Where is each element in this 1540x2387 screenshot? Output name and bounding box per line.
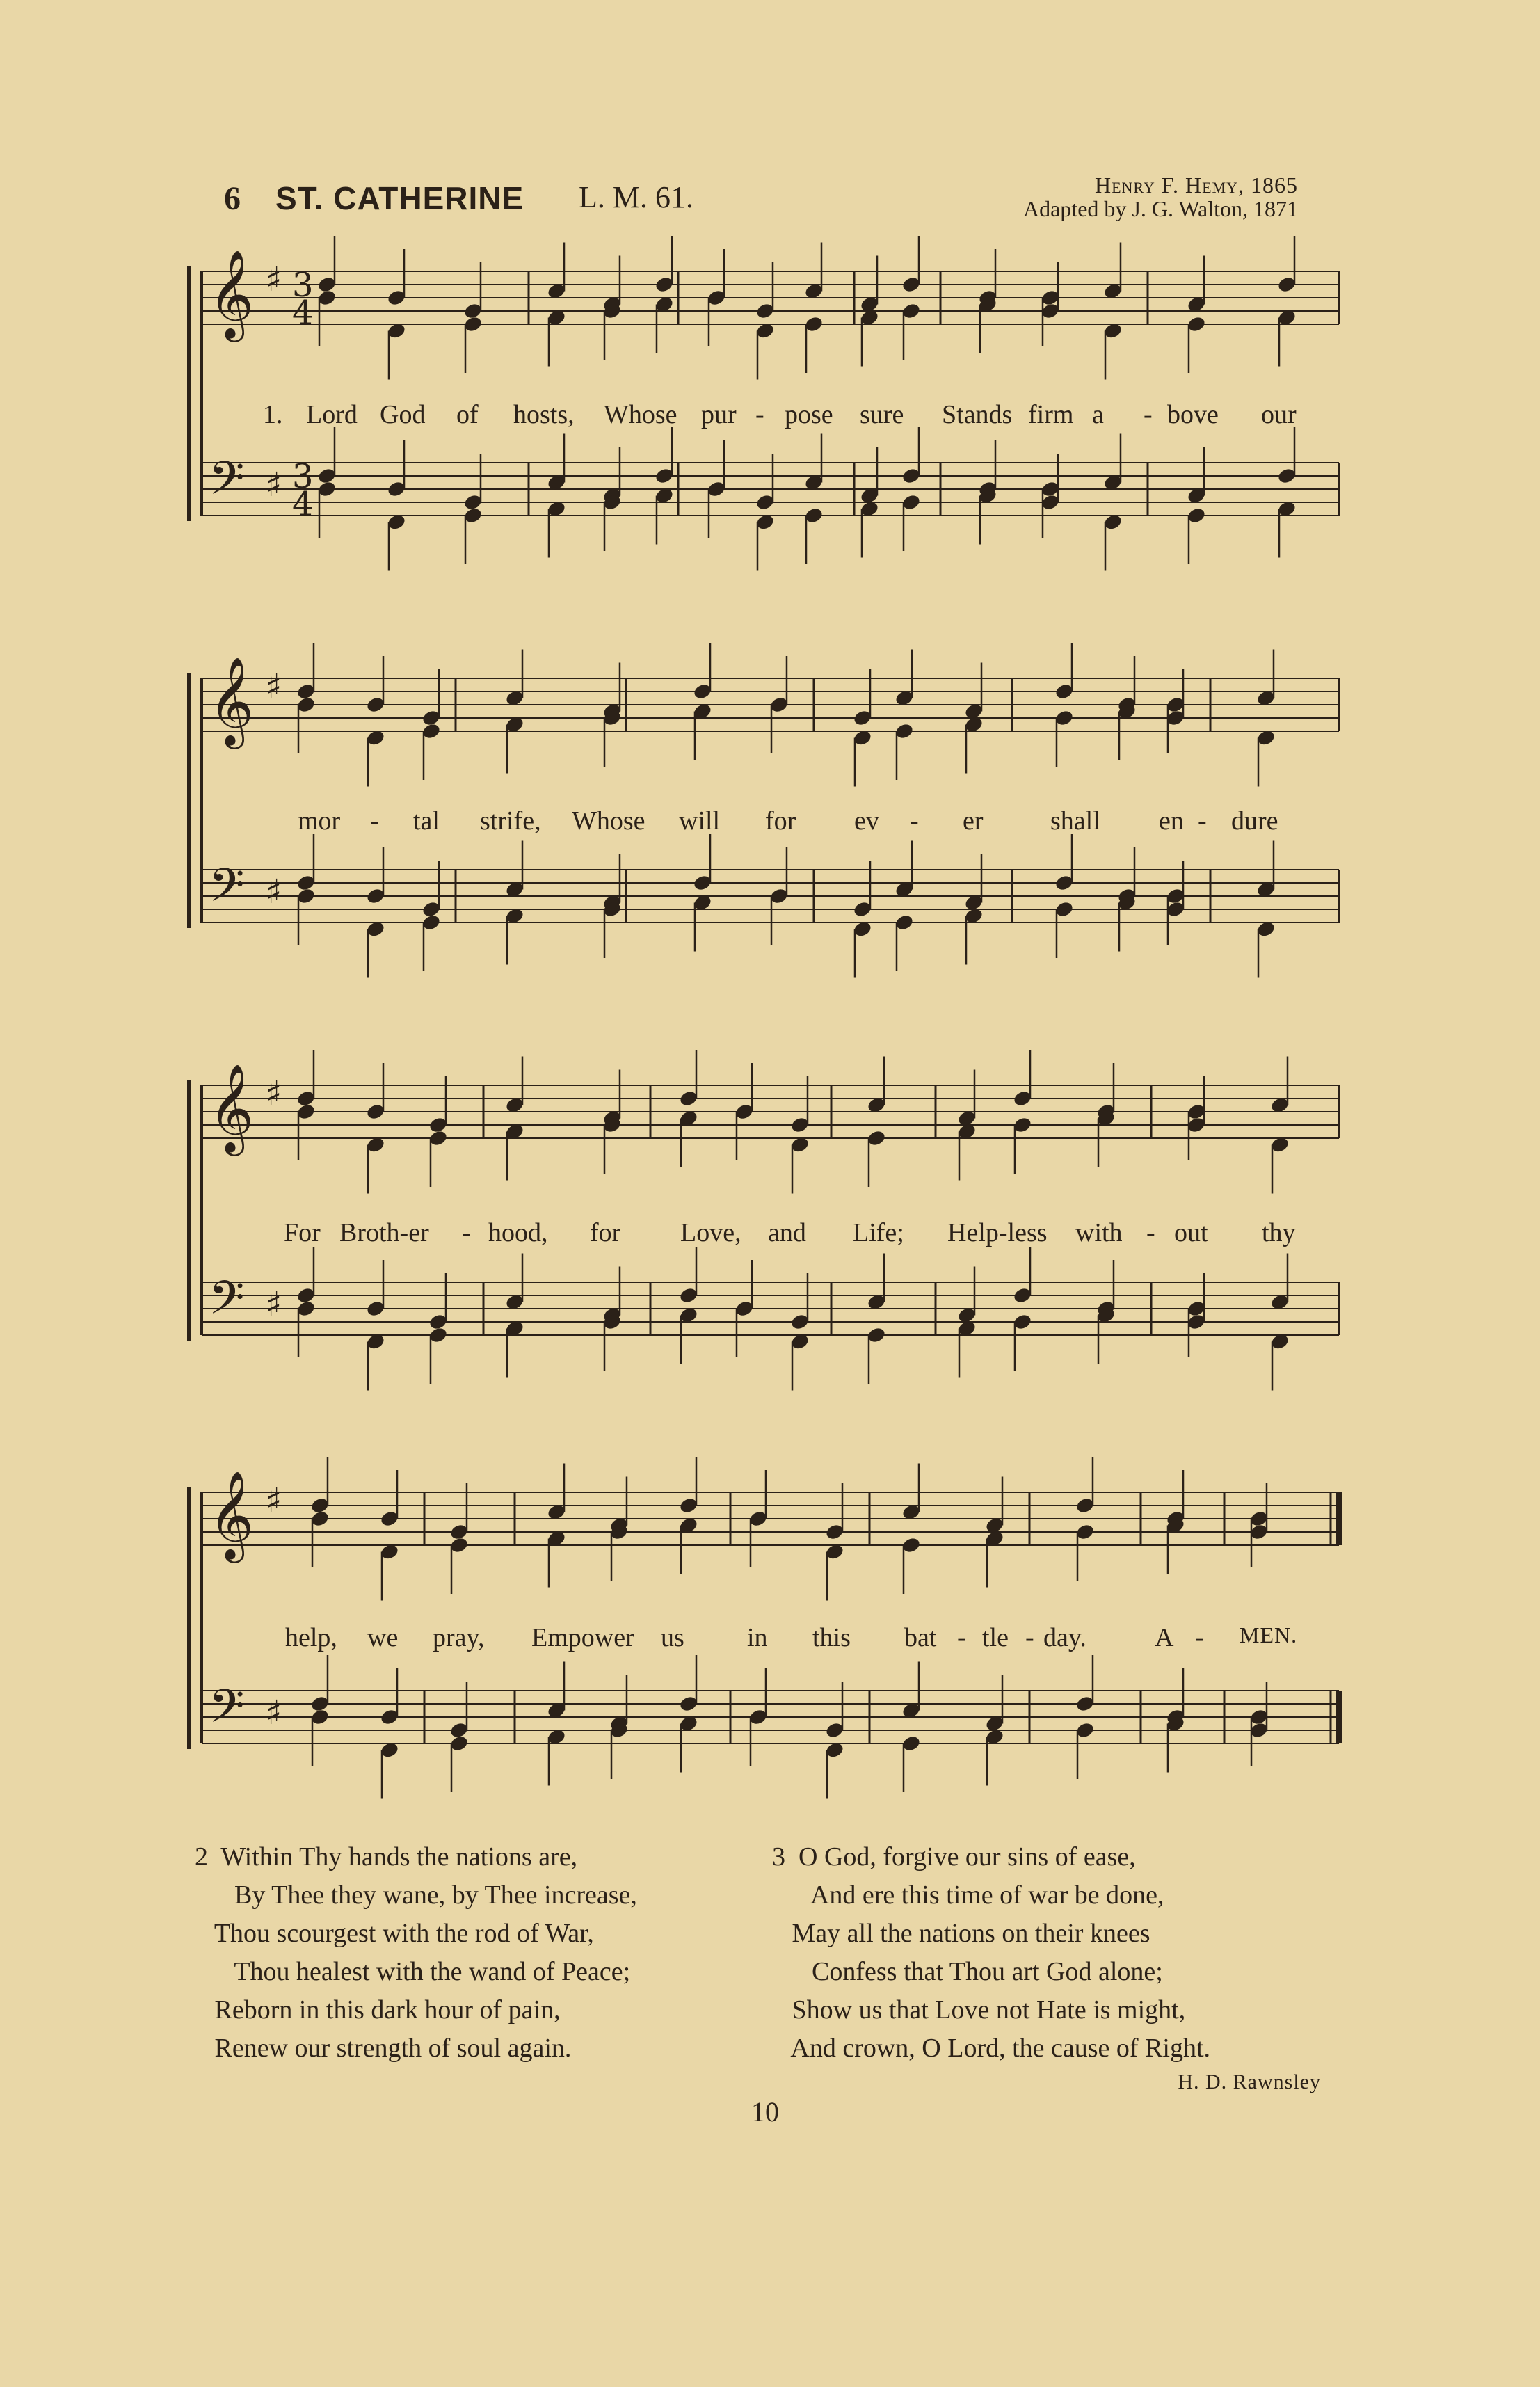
lyric-word: bove	[1167, 400, 1219, 429]
lyric-word: dure	[1231, 806, 1278, 836]
lyric-word: 1.	[263, 400, 283, 429]
bass-clef: 𝄢	[209, 859, 245, 923]
lyric-word: pose	[785, 400, 833, 429]
lyric-word: this	[812, 1623, 851, 1652]
lyric-word: tal	[413, 806, 440, 836]
composer-credit: Henry F. Hemy, 1865	[1094, 173, 1298, 198]
lyric-word: -	[957, 1623, 966, 1652]
lyric-word: day.	[1043, 1623, 1086, 1652]
lyric-word: hood,	[488, 1218, 548, 1247]
time-signature-bottom: 4	[292, 485, 314, 524]
lyric-word: -	[755, 400, 764, 429]
time-signature-bottom: 4	[292, 294, 314, 333]
lyric-word: bat	[904, 1623, 937, 1652]
lyric-word: mor	[298, 806, 341, 836]
lyric-word: Whose	[604, 400, 677, 429]
lyric-word: Life;	[853, 1218, 904, 1247]
adapter-credit: Adapted by J. G. Walton, 1871	[1022, 196, 1298, 221]
lyric-word: -	[1146, 1218, 1155, 1247]
bass-clef: 𝄢	[209, 452, 245, 516]
page-number: 10	[751, 2096, 779, 2127]
lyric-word: Love,	[680, 1218, 741, 1247]
lyric-word: ev	[854, 806, 879, 836]
lyric-word: hosts,	[513, 400, 575, 429]
lyric-word: we	[367, 1623, 399, 1652]
lyric-word: For	[284, 1218, 321, 1247]
lyric-word: -	[1198, 806, 1207, 836]
lyric-word: in	[747, 1623, 768, 1652]
lyric-word: A	[1155, 1623, 1174, 1652]
treble-clef: 𝄞	[209, 1470, 255, 1559]
lyric-word: of	[456, 400, 479, 429]
lyric-word: tle	[982, 1623, 1009, 1652]
lyric-word: MEN.	[1240, 1622, 1298, 1647]
lyric-word: us	[661, 1623, 684, 1652]
lyric-word: for	[765, 806, 796, 836]
lyric-word: -	[1144, 400, 1153, 429]
lyric-word: Whose	[572, 806, 645, 836]
text-author: H. D. Rawnsley	[1178, 2070, 1321, 2093]
lyric-word: pur	[701, 400, 737, 429]
tune-name: ST. CATHERINE	[275, 180, 524, 216]
lyric-word: pray,	[433, 1623, 485, 1652]
lyric-word: our	[1261, 400, 1297, 429]
bass-clef: 𝄢	[209, 1679, 245, 1744]
lyric-word: thy	[1262, 1218, 1296, 1247]
lyric-word: firm	[1028, 400, 1074, 429]
key-signature-sharp: ♯	[266, 1074, 282, 1113]
key-signature-sharp: ♯	[266, 872, 282, 911]
lyric-word: -	[1025, 1623, 1034, 1652]
lyric-word: out	[1174, 1218, 1208, 1247]
lyric-word: God	[380, 400, 426, 429]
lyric-word: en	[1159, 806, 1184, 836]
lyric-word: with	[1075, 1218, 1123, 1247]
final-barline	[1336, 1691, 1342, 1743]
meter: L. M. 61.	[579, 180, 693, 214]
lyric-word: Empower	[531, 1623, 634, 1652]
lyric-word: er	[963, 806, 984, 836]
key-signature-sharp: ♯	[266, 667, 282, 706]
lyric-word: a	[1092, 400, 1104, 429]
verse-2: 2 Within Thy hands the nations are, By Thee they wane, by Thee increase, Thou scourgest with the rod of War, Thou healest with the wand of Peace; Reborn in this dark hour of pain, Renew our strength of soul again.	[195, 1842, 637, 2063]
key-signature-sharp: ♯	[266, 1693, 282, 1732]
treble-clef: 𝄞	[209, 1063, 255, 1152]
key-signature-sharp: ♯	[266, 465, 282, 504]
lyric-word: -	[1195, 1623, 1204, 1652]
treble-clef: 𝄞	[209, 249, 255, 338]
lyric-word: Stands	[942, 400, 1013, 429]
lyric-word: help,	[285, 1623, 337, 1652]
lyric-word: -	[462, 1218, 471, 1247]
bass-clef: 𝄢	[209, 1271, 245, 1336]
time-signature-top: 3	[292, 457, 314, 496]
lyric-word: Lord	[306, 400, 358, 429]
lyric-word: and	[768, 1218, 806, 1247]
lyric-word: Broth-er	[339, 1218, 429, 1247]
key-signature-sharp: ♯	[266, 260, 282, 299]
lyric-word: -	[910, 806, 919, 836]
treble-clef: 𝄞	[209, 656, 255, 745]
verse-3: 3 O God, forgive our sins of ease, And ere this time of war be done, May all the nations on their knees Confess that Thou art God alone; Show us that Love not Hate is might, And crown, O Lord, the cause of Right.	[772, 1842, 1211, 2063]
lyric-word: Help-less	[947, 1218, 1048, 1247]
lyric-word: -	[370, 806, 379, 836]
lyric-word: shall	[1050, 806, 1100, 836]
lyric-word: sure	[860, 400, 904, 429]
key-signature-sharp: ♯	[266, 1285, 282, 1324]
lyric-word: will	[679, 806, 721, 836]
key-signature-sharp: ♯	[266, 1481, 282, 1520]
lyric-word: strife,	[480, 806, 541, 836]
hymn-number: 6	[224, 180, 241, 217]
time-signature-top: 3	[292, 266, 314, 305]
lyric-word: for	[590, 1218, 621, 1247]
final-barline	[1336, 1492, 1342, 1545]
